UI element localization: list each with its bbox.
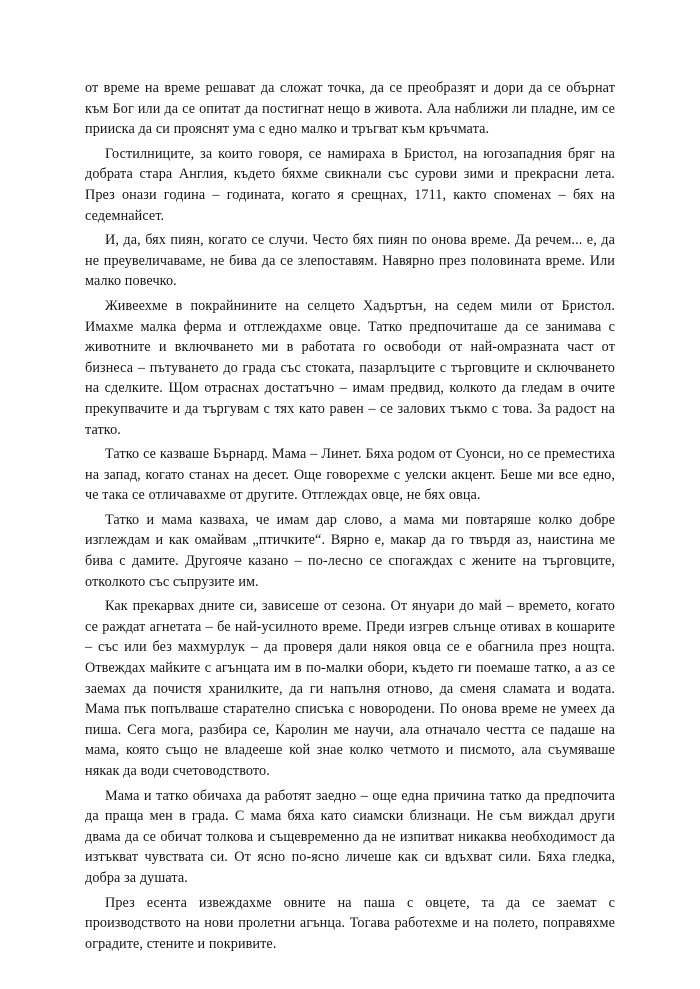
paragraph-6: Татко и мама казваха, че имам дар слово, а мама ми повтаряше колко добре изглеждам и как омайвам „птичките“. Вярно е, макар да го твърдя аз, наистина ме бива с дамите. Другояче казано – по-лесно се спогаждах с жените на търговците, отколкото със съпрузите им.: [85, 511, 615, 590]
paragraph-4: Живеехме в покрайнините на селцето Хадъртън, на седем мили от Бристол. Имахме малка ферма и отглеждахме овце. Татко предпочиташе да се занимава с животните и включването ми в работата го освободи от най-омразната част от бизнеса – пътуването до града със стоката, пазарлъците с търговците и сключването на сделките. Щом отраснах достатъчно – имам предвид, колкото да гледам в очите прекупвачите и да търгувам с тях като равен – се залових тъкмо с това. За радост на татко.: [85, 297, 615, 438]
paragraph-9: През есента извеждахме овните на паша с овцете, та да се заемат с производството на нови пролетни агънца. Тогава работехме и на полето, поправяхме оградите, стените и покривите.: [85, 894, 615, 952]
paragraph-8: Мама и татко обичаха да работят заедно – още една причина татко да предпочита да праща мен в града. С мама бяха като сиамски близнаци. Не съм виждал други двама да се обичат толкова и същевременно да не изпитват никаква необходимост да изтъкват чувствата си. От ясно по-ясно личеше как си вдъхват сили. Бяха гледка, добра за душата.: [85, 787, 615, 886]
book-page: [85, 78, 615, 958]
paragraph-5: Татко се казваше Бърнард. Мама – Линет. Бяха родом от Суонси, но се преместиха на запад, когато станах на десет. Още говорехме с уелски акцент. Беше ми все едно, че така се отличавахме от другите. Отглеждах овце, не бях овца.: [85, 446, 615, 504]
paragraph-1: от време на време решават да сложат точка, да се преобразят и дори да се обърнат към Бог или да се опитат да постигнат нещо в живота. Ала наближи ли пладне, им се прииска да си прояснят ума с едно малко и тръгват към кръчмата.: [85, 80, 615, 138]
paragraph-7: Как прекарвах дните си, зависеше от сезона. От януари до май – времето, когато се раждат агнетата – бе най-усилното време. Преди изгрев слънце отивах в кошарите – със или без махмурлук – да проверя дали някоя овца се е обагнила през нощта. Отвеждах майките с агънцата им в по-малки обори, където ги поемаше татко, а аз се заемах да почистя хранилките, да ги напълня отново, да сменя сламата и водата. Мама пък попълваше старателно списъка с новородени. По онова време не умеех да пиша. Сега мога, разбира се, Каролин ме научи, ала отначало честта се падаше на мама, която също не владееше кой знае колко четмото и писмото, ала съумяваше някак да води счетоводството.: [85, 598, 615, 779]
paragraph-3: И, да, бях пиян, когато се случи. Често бях пиян по онова време. Да речем... е, да не преувеличаваме, не бива да се злепоставям. Навярно през половината време. Или малко повечко.: [85, 232, 615, 290]
paragraph-2: Гостилниците, за които говоря, се намираха в Бристол, на югозападния бряг на добрата стара Англия, където бяхме свикнали със сурови зими и прекрасни лета. През онази година – годината, когато я срещнах, 1711, както споменах – бях на седемнайсет.: [85, 145, 615, 224]
